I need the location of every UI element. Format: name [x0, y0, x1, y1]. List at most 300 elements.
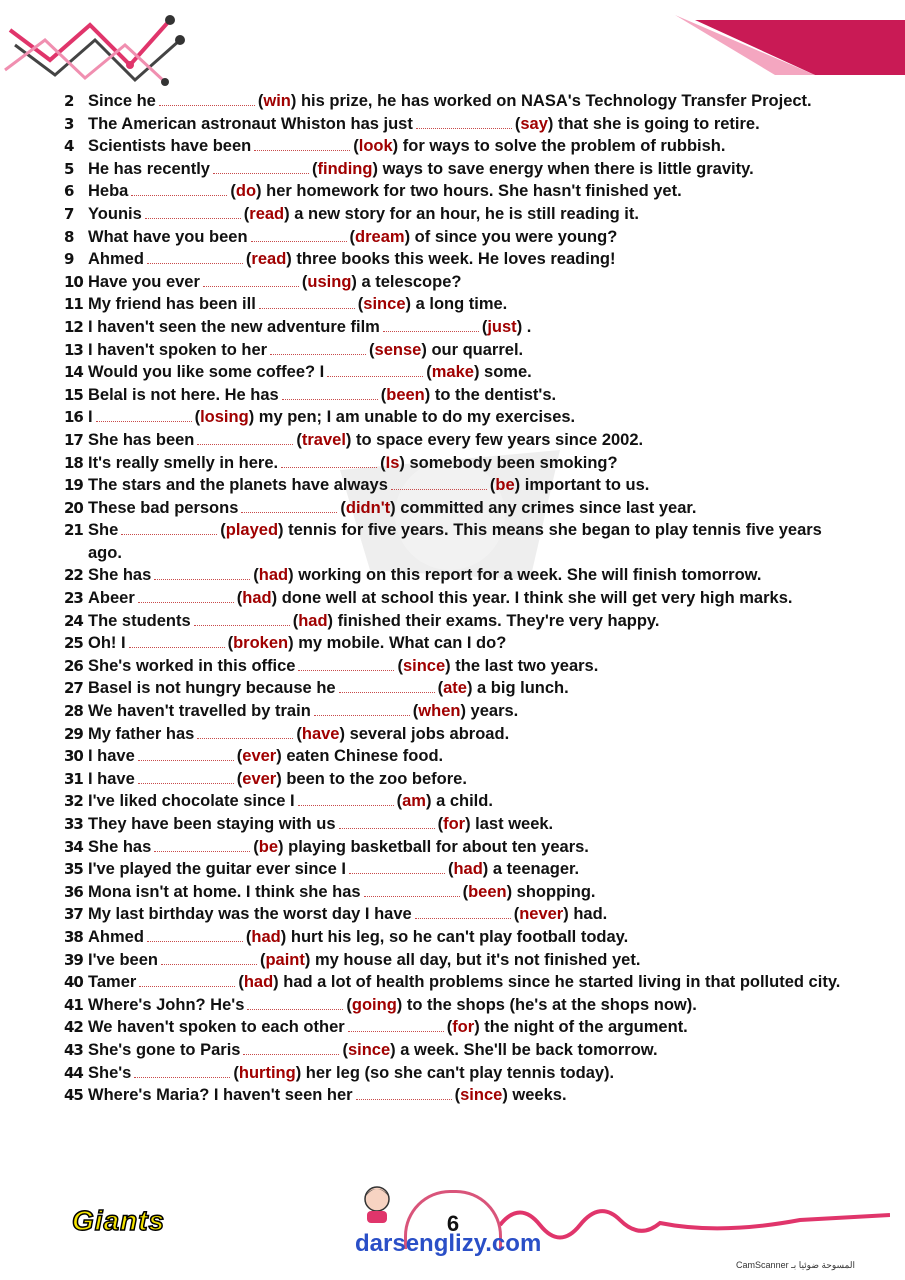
exercise-item: [64, 881, 844, 904]
answer-blank[interactable]: [364, 884, 460, 897]
item-text-before: Belal is not here. He has: [88, 385, 279, 404]
item-text-after: a long time.: [415, 295, 508, 314]
item-number: 11: [64, 295, 83, 314]
answer-blank[interactable]: [147, 929, 243, 942]
exercise-item: [64, 135, 844, 158]
answer-blank[interactable]: [134, 1065, 230, 1078]
verb-hint: dream: [355, 227, 405, 246]
item-text-before: I haven't spoken to her: [88, 340, 268, 359]
verb-hint: be: [258, 837, 279, 856]
answer-blank[interactable]: [339, 816, 435, 829]
exercise-item: [64, 836, 844, 859]
item-number: 9: [64, 250, 74, 269]
answer-blank[interactable]: [241, 500, 337, 513]
item-text: Belal is not here. He has (been) to the dentist's.: [88, 385, 557, 404]
item-text-before: My father has: [88, 724, 195, 743]
answer-blank[interactable]: [203, 274, 299, 287]
exercise-item: [64, 248, 844, 271]
verb-hint: do: [235, 182, 257, 201]
item-text-after: a teenager.: [492, 860, 580, 879]
item-number: 2: [64, 92, 74, 110]
item-number: 10: [64, 272, 83, 291]
item-number: 40: [64, 973, 83, 992]
item-number: 13: [64, 340, 83, 359]
item-text-after: ways to save energy when there is little gravity.: [382, 159, 754, 178]
item-text-after: a child.: [436, 792, 493, 811]
item-text: I have (ever) eaten Chinese food.: [88, 747, 444, 766]
verb-hint: since: [363, 295, 406, 314]
exercise-item: [64, 158, 844, 181]
verb-hint: broken: [233, 634, 289, 653]
verb-hint: been: [386, 385, 425, 404]
answer-blank[interactable]: [138, 590, 234, 603]
item-text-after: committed any crimes since last year.: [400, 498, 697, 517]
item-text-before: Abeer: [88, 589, 135, 608]
item-number: 31: [64, 769, 83, 788]
answer-blank[interactable]: [247, 997, 343, 1010]
item-text-after: to the dentist's.: [434, 385, 557, 404]
answer-blank[interactable]: [298, 658, 394, 671]
answer-blank[interactable]: [415, 906, 511, 919]
item-text: She has (be) playing basketball for about ten years.: [88, 837, 589, 856]
item-text: Since he (win) his prize, he has worked on NASA's Technology Transfer Project.: [88, 92, 812, 110]
exercise-item: [64, 1039, 844, 1062]
item-text-before: Would you like some coffee? I: [88, 363, 325, 382]
exercise-item: [64, 90, 844, 113]
item-text-before: Where's John? He's: [88, 995, 245, 1014]
exercise-item: [64, 316, 844, 339]
item-number: 19: [64, 476, 83, 495]
exercise-item: [64, 903, 844, 926]
item-text-after: a new story for an hour, he is still reading it.: [294, 204, 639, 223]
item-number: 37: [64, 905, 83, 924]
item-text: We haven't travelled by train (when) years.: [88, 702, 519, 721]
item-text-before: Where's Maria? I haven't seen her: [88, 1086, 353, 1105]
exercise-item: [64, 700, 844, 723]
verb-hint: been: [468, 882, 507, 901]
verb-hint: played: [225, 521, 279, 540]
item-text: We haven't spoken to each other (for) the night of the argument.: [88, 1018, 688, 1037]
exercise-item: [64, 745, 844, 768]
verb-hint: losing: [200, 408, 249, 427]
girl-avatar-icon: [355, 1183, 399, 1223]
zigzag-decoration: [0, 0, 200, 95]
exercise-item: [64, 384, 844, 407]
item-text-after: my mobile. What can I do?: [298, 634, 507, 653]
answer-blank[interactable]: [314, 703, 410, 716]
verb-hint: didn't: [345, 498, 391, 517]
verb-hint: for: [443, 815, 466, 833]
item-number: 8: [64, 227, 74, 246]
item-text: Would you like some coffee? I (make) some.: [88, 363, 532, 382]
item-number: 3: [64, 114, 74, 133]
item-text-after: her homework for two hours. She hasn't finished yet.: [266, 182, 682, 201]
exercise-item: [64, 768, 844, 791]
exercise-item: [64, 949, 844, 972]
item-text-before: We haven't travelled by train: [88, 702, 311, 721]
item-text-before: Younis: [88, 204, 142, 223]
item-text-before: We haven't spoken to each other: [88, 1018, 345, 1037]
item-text-before: The stars and the planets have always: [88, 476, 388, 495]
item-number: 32: [64, 792, 83, 811]
item-text: Oh! I (broken) my mobile. What can I do?: [88, 634, 507, 653]
answer-blank[interactable]: [159, 93, 255, 106]
item-text-before: Ahmed: [88, 927, 144, 946]
item-text: What have you been (dream) of since you were young?: [88, 227, 618, 246]
item-text-before: The American astronaut Whiston has just: [88, 114, 413, 133]
verb-hint: ate: [443, 679, 467, 698]
item-text: I haven't spoken to her (sense) our quarrel.: [88, 340, 524, 359]
item-text-before: What have you been: [88, 227, 248, 246]
item-text-before: Scientists have been: [88, 137, 252, 156]
item-number: 26: [64, 656, 83, 675]
answer-blank[interactable]: [197, 432, 293, 445]
answer-blank[interactable]: [251, 229, 347, 242]
item-text: Where's Maria? I haven't seen her (since) weeks.: [88, 1086, 567, 1105]
item-text-after: that she is going to retire.: [557, 114, 760, 133]
answer-blank[interactable]: [145, 206, 241, 219]
item-text: The students (had) finished their exams. They're very happy.: [88, 611, 660, 630]
verb-hint: had: [453, 860, 483, 879]
item-text: I've played the guitar ever since I (had) a teenager.: [88, 860, 580, 879]
item-text-before: I haven't seen the new adventure film: [88, 317, 380, 336]
item-text-after: to the shops (he's at the shops now).: [406, 995, 697, 1014]
item-text-after: her leg (so she can't play tennis today).: [305, 1063, 615, 1082]
item-text: I've been (paint) my house all day, but it's not finished yet.: [88, 950, 641, 969]
exercise-item: [64, 858, 844, 881]
item-text-before: These bad persons: [88, 498, 239, 517]
exercise-item: [64, 723, 844, 746]
item-text-before: She's gone to Paris: [88, 1040, 241, 1059]
item-text-before: It's really smelly in here.: [88, 453, 279, 472]
exercise-item: [64, 406, 844, 429]
answer-blank[interactable]: [131, 183, 227, 196]
item-text-after: a big lunch.: [477, 679, 569, 698]
item-text: The stars and the planets have always (be) important to us.: [88, 476, 650, 495]
item-number: 33: [64, 815, 83, 833]
exercise-item: [64, 1016, 844, 1039]
item-text-after: had a lot of health problems since he started living in that polluted city.: [283, 973, 841, 992]
verb-hint: going: [351, 995, 397, 1014]
item-text: Abeer (had) done well at school this year. I think she will get very high marks.: [88, 589, 793, 608]
item-text: Heba (do) her homework for two hours. She hasn't finished yet.: [88, 182, 682, 201]
item-number: 16: [64, 408, 83, 427]
item-text-after: years.: [470, 702, 519, 721]
exercise-item: [64, 587, 844, 610]
item-number: 27: [64, 679, 83, 698]
answer-blank[interactable]: [348, 1019, 444, 1032]
item-text-after: for ways to solve the problem of rubbish.: [402, 137, 726, 156]
giants-logo: Giants: [72, 1205, 166, 1236]
exercise-item: [64, 203, 844, 226]
item-text-after: playing basketball for about ten years.: [288, 837, 589, 856]
item-text-before: My last birthday was the worst day I have: [88, 905, 412, 924]
verb-hint: never: [519, 905, 564, 924]
item-text: He has recently (finding) ways to save energy when there is little gravity.: [88, 159, 754, 178]
verb-hint: ever: [242, 769, 277, 788]
answer-blank[interactable]: [121, 522, 217, 535]
exercise-item: [64, 971, 844, 994]
item-text: Basel is not hungry because he (ate) a big lunch.: [88, 679, 569, 698]
item-text-after: his prize, he has worked on NASA's Technology Transfer Project.: [300, 92, 812, 110]
item-text-before: Have you ever: [88, 272, 200, 291]
exercise-item: [64, 339, 844, 362]
exercise-item: [64, 1062, 844, 1085]
item-text-after: several jobs abroad.: [349, 724, 510, 743]
exercise-item: [64, 564, 844, 587]
item-text-after: some.: [484, 363, 532, 382]
answer-blank[interactable]: [129, 635, 225, 648]
item-text-before: I've been: [88, 950, 158, 969]
scanner-note: CamScanner المسوحة ضوئيا بـ: [736, 1260, 855, 1270]
item-text-before: She has: [88, 566, 152, 585]
item-text-before: The students: [88, 611, 191, 630]
item-text: She has been (travel) to space every few years since 2002.: [88, 430, 644, 449]
verb-hint: ever: [242, 747, 277, 766]
item-text: She's worked in this office (since) the last two years.: [88, 656, 599, 675]
verb-hint: since: [402, 656, 446, 675]
corner-banner-decoration: [675, 0, 905, 90]
item-number: 39: [64, 950, 83, 969]
answer-blank[interactable]: [154, 839, 250, 852]
item-text: Where's John? He's (going) to the shops (he's at the shops now).: [88, 995, 697, 1014]
item-text-before: She has: [88, 837, 152, 856]
item-text-before: I have: [88, 769, 135, 788]
exercise-item: [64, 790, 844, 813]
item-text-after: three books this week. He loves reading!: [296, 250, 616, 269]
verb-hint: paint: [265, 950, 305, 969]
verb-hint: look: [358, 137, 393, 156]
item-text-after: of since you were young?: [414, 227, 618, 246]
exercise-item: [64, 293, 844, 316]
item-text-after: important to us.: [524, 476, 650, 495]
item-text: They have been staying with us (for) last week.: [88, 815, 554, 833]
item-number: 22: [64, 566, 83, 585]
verb-hint: Is: [385, 453, 400, 472]
exercise-item: [64, 271, 844, 294]
exercise-item: [64, 813, 844, 836]
item-number: 38: [64, 927, 83, 946]
answer-blank[interactable]: [243, 1042, 339, 1055]
answer-blank[interactable]: [282, 387, 378, 400]
item-text-after: weeks.: [512, 1086, 567, 1105]
exercise-item: [64, 926, 844, 949]
item-number: 20: [64, 498, 83, 517]
exercise-item: [64, 113, 844, 136]
item-text-before: I've played the guitar ever since I: [88, 860, 346, 879]
answer-blank[interactable]: [254, 138, 350, 151]
item-text-after: my house all day, but it's not finished yet.: [314, 950, 641, 969]
item-text-before: He has recently: [88, 159, 210, 178]
exercise-item: [64, 677, 844, 700]
verb-hint: just: [487, 317, 517, 336]
exercise-item: [64, 474, 844, 497]
item-number: 23: [64, 589, 83, 608]
item-text-after: had.: [573, 905, 608, 924]
item-number: 7: [64, 204, 74, 223]
wave-decoration: [500, 1195, 890, 1245]
item-text-before: She's: [88, 1063, 132, 1082]
item-text: She has (had) working on this report for a week. She will finish tomorrow.: [88, 566, 762, 585]
exercise-item: [64, 519, 844, 564]
item-text: I have (ever) been to the zoo before.: [88, 769, 467, 788]
item-number: 12: [64, 317, 83, 336]
item-text: I've liked chocolate since I (am) a child.: [88, 792, 493, 811]
item-text: Tamer (had) had a lot of health problems since he started living in that polluted city.: [88, 973, 841, 992]
item-text-before: She: [88, 521, 119, 540]
item-text: I (losing) my pen; I am unable to do my exercises.: [88, 408, 576, 427]
answer-blank[interactable]: [154, 567, 250, 580]
answer-blank[interactable]: [259, 296, 355, 309]
verb-hint: have: [301, 724, 340, 743]
exercise-item: [64, 429, 844, 452]
item-text-before: Tamer: [88, 973, 137, 992]
item-text: She's gone to Paris (since) a week. She'll be back tomorrow.: [88, 1040, 658, 1059]
website-link[interactable]: darsenglizy.com: [355, 1230, 542, 1257]
item-text-after: last week.: [475, 815, 554, 833]
item-text-before: I've liked chocolate since I: [88, 792, 295, 811]
exercise-item: [64, 452, 844, 475]
answer-blank[interactable]: [197, 726, 293, 739]
item-number: 14: [64, 363, 83, 382]
verb-hint: say: [520, 114, 548, 133]
verb-hint: had: [242, 589, 272, 608]
answer-blank[interactable]: [298, 793, 394, 806]
page-number: 6: [446, 1211, 460, 1236]
item-text-before: Mona isn't at home. I think she has: [88, 882, 361, 901]
item-text: Ahmed (had) hurt his leg, so he can't play football today.: [88, 927, 629, 946]
item-number: 28: [64, 702, 83, 721]
item-text-after: working on this report for a week. She will finish tomorrow.: [298, 566, 762, 585]
verb-hint: finding: [317, 159, 373, 178]
item-text-after: done well at school this year. I think she will get very high marks.: [281, 589, 793, 608]
item-text: Have you ever (using) a telescope?: [88, 272, 462, 291]
exercise-item: [64, 655, 844, 678]
item-number: 34: [64, 837, 83, 856]
answer-blank[interactable]: [194, 613, 290, 626]
item-text-after: finished their exams. They're very happy.: [337, 611, 660, 630]
item-text-after: .: [526, 317, 532, 336]
verb-hint: read: [249, 204, 285, 223]
item-number: 5: [64, 159, 74, 178]
item-text: These bad persons (didn't) committed any crimes since last year.: [88, 498, 697, 517]
answer-blank[interactable]: [147, 251, 243, 264]
item-text-after: a telescope?: [361, 272, 462, 291]
item-text-before: She has been: [88, 430, 195, 449]
exercise-item: [64, 180, 844, 203]
item-text: The American astronaut Whiston has just (say) that she is going to retire.: [88, 114, 760, 133]
item-number: 35: [64, 860, 83, 879]
item-text: My father has (have) several jobs abroad.: [88, 724, 510, 743]
answer-blank[interactable]: [270, 342, 366, 355]
item-text: It's really smelly in here. (Is) somebody been smoking?: [88, 453, 618, 472]
item-number: 41: [64, 995, 83, 1014]
item-text-before: Since he: [88, 92, 156, 110]
answer-blank[interactable]: [356, 1087, 452, 1100]
answer-blank[interactable]: [96, 409, 192, 422]
item-text: My last birthday was the worst day I have (never) had.: [88, 905, 608, 924]
item-text-after: shopping.: [516, 882, 596, 901]
verb-hint: be: [495, 476, 515, 495]
item-text-before: Basel is not hungry because he: [88, 679, 336, 698]
item-text-after: eaten Chinese food.: [286, 747, 444, 766]
answer-blank[interactable]: [138, 748, 234, 761]
answer-blank[interactable]: [416, 116, 512, 129]
item-text-after: tennis for five years. This means she began to play tennis five years ago.: [88, 521, 822, 562]
item-text-before: My friend has been ill: [88, 295, 256, 314]
verb-hint: since: [347, 1040, 391, 1059]
exercise-item: [64, 1084, 844, 1107]
item-number: 18: [64, 453, 83, 472]
item-text-after: the last two years.: [455, 656, 599, 675]
answer-blank[interactable]: [281, 455, 377, 468]
exercise-item: [64, 226, 844, 249]
answer-blank[interactable]: [383, 319, 479, 332]
verb-hint: had: [243, 973, 274, 992]
item-text-before: I: [88, 408, 93, 427]
item-text-after: been to the zoo before.: [286, 769, 467, 788]
answer-blank[interactable]: [391, 477, 487, 490]
item-number: 45: [64, 1086, 83, 1105]
verb-hint: win: [263, 92, 291, 110]
item-text-after: somebody been smoking?: [409, 453, 618, 472]
item-text-before: They have been staying with us: [88, 815, 336, 833]
answer-blank[interactable]: [139, 974, 235, 987]
verb-hint: since: [460, 1086, 503, 1105]
verb-hint: travel: [301, 430, 346, 449]
item-text: Mona isn't at home. I think she has (been) shopping.: [88, 882, 596, 901]
item-text-before: Ahmed: [88, 250, 144, 269]
answer-blank[interactable]: [327, 364, 423, 377]
item-text: She (played) tennis for five years. This means she began to play tennis five years ago.: [88, 521, 822, 562]
item-text-after: the night of the argument.: [484, 1018, 688, 1037]
item-number: 25: [64, 634, 83, 653]
verb-hint: am: [402, 792, 426, 811]
verb-hint: had: [258, 566, 289, 585]
item-text: Younis (read) a new story for an hour, he is still reading it.: [88, 204, 639, 223]
answer-blank[interactable]: [213, 161, 309, 174]
item-text-before: Heba: [88, 182, 129, 201]
item-number: 21: [64, 521, 83, 540]
verb-hint: sense: [374, 340, 422, 359]
item-text-after: hurt his leg, so he can't play football today.: [290, 927, 629, 946]
item-text: My friend has been ill (since) a long time.: [88, 295, 508, 314]
item-text-after: my pen; I am unable to do my exercises.: [258, 408, 576, 427]
answer-blank[interactable]: [138, 771, 234, 784]
exercise-item: [64, 994, 844, 1017]
answer-blank[interactable]: [349, 861, 445, 874]
verb-hint: had: [298, 611, 328, 630]
item-text: She's (hurting) her leg (so she can't play tennis today).: [88, 1063, 615, 1082]
exercise-item: [64, 632, 844, 655]
exercise-item: [64, 610, 844, 633]
item-text-before: I have: [88, 747, 135, 766]
item-number: 43: [64, 1040, 83, 1059]
item-number: 17: [64, 430, 83, 449]
item-text: I haven't seen the new adventure film (just) .: [88, 317, 532, 336]
item-text-after: to space every few years since 2002.: [356, 430, 644, 449]
item-text-after: our quarrel.: [431, 340, 524, 359]
exercise-item: [64, 497, 844, 520]
item-text: Ahmed (read) three books this week. He loves reading!: [88, 250, 616, 269]
answer-blank[interactable]: [339, 680, 435, 693]
verb-hint: hurting: [238, 1063, 296, 1082]
item-number: 15: [64, 385, 83, 404]
item-text-after: a week. She'll be back tomorrow.: [400, 1040, 658, 1059]
item-text-before: She's worked in this office: [88, 656, 296, 675]
verb-hint: had: [251, 927, 281, 946]
answer-blank[interactable]: [161, 952, 257, 965]
